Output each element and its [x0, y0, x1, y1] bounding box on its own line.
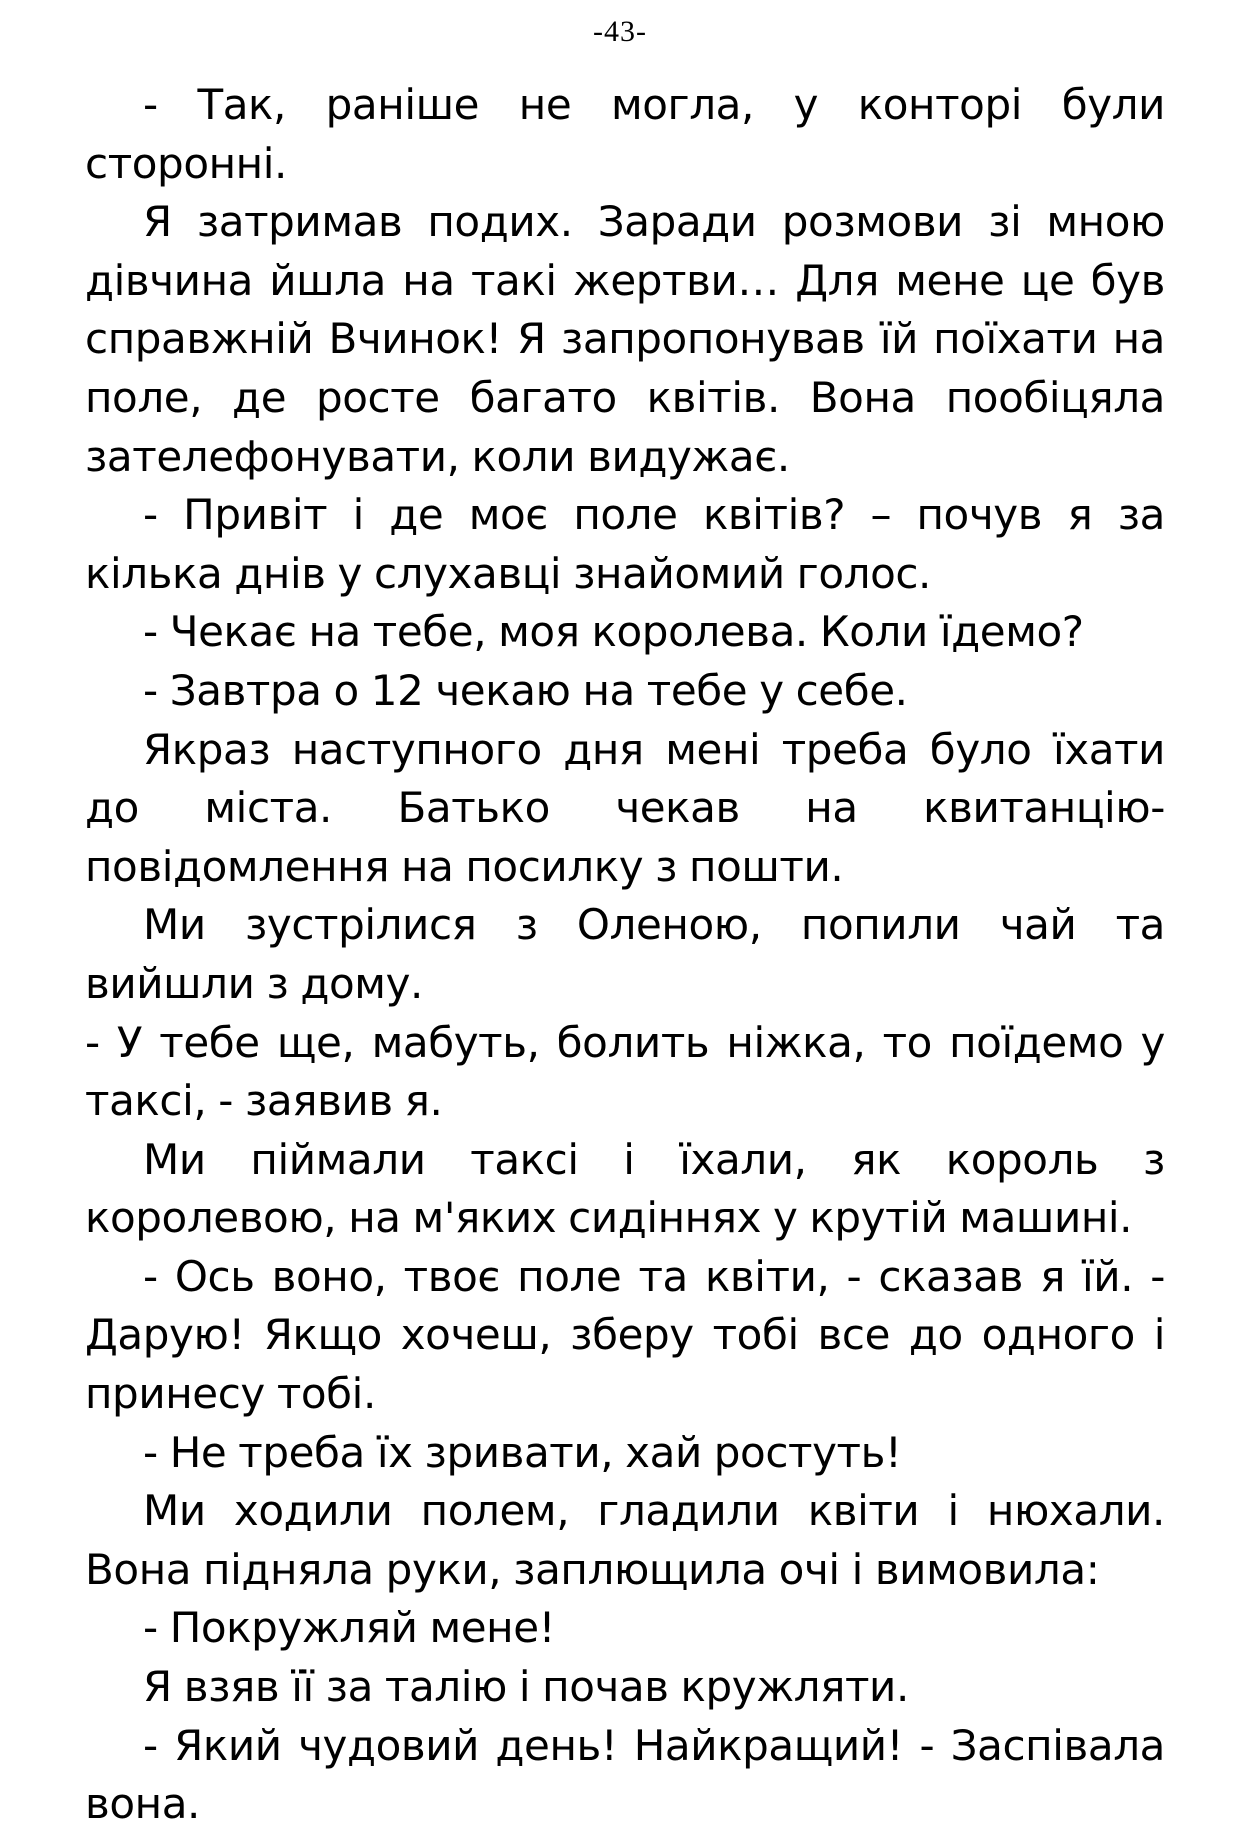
body-text [85, 76, 1165, 1834]
paragraph: - Завтра о 12 чекаю на тебе у себе. [143, 665, 908, 715]
paragraph: - Не треба їх зривати, хай ростуть! [143, 1427, 902, 1477]
paragraph: Я затримав подих. Заради розмови зі мною дівчина йшла на такі жертви… Для мене це був справжній Вчинок! Я запропонував їй поїхати на поле, де росте багато квітів. Вона пообіцяла зателефонувати, коли видужає. [85, 197, 1165, 481]
page-number: -43- [593, 15, 647, 48]
paragraph: Ми піймали таксі і їхали, як король з королевою, на м'яких сидіннях у крутій машині. [85, 1134, 1165, 1243]
paragraph: Ми ходили полем, гладили квіти і нюхали. Вона підняла руки, заплющила очі і вимовила: [85, 1486, 1165, 1594]
paragraph: - Покружляй мене! [143, 1603, 556, 1653]
paragraph: Я взяв її за талію і почав кружляти. [143, 1662, 909, 1712]
paragraph: Ми зустрілися з Оленою, попили чай та вийшли з дому. [85, 900, 1165, 1008]
paragraph: - Так, раніше не могла, у конторі були сторонні. [85, 80, 1165, 188]
paragraph: - Який чудовий день! Найкращий! - Заспівала вона. [85, 1720, 1165, 1829]
paragraph: - Чекає на тебе, моя королева. Коли їдемо? [143, 607, 1084, 657]
paragraph: - Привіт і де моє поле квітів? – почув я за кілька днів у слухавці знайомий голос. [85, 490, 1165, 598]
paragraph: - Ось воно, твоє поле та квіти, - сказав я їй. - Дарую! Якщо хочеш, зберу тобі все до одного і принесу тобі. [85, 1251, 1165, 1419]
paragraph: Якраз наступного дня мені треба було їхати до міста. Батько чекав на квитанцію-повідомлення на посилку з пошти. [85, 724, 1165, 891]
paragraph: - У тебе ще, мабуть, болить ніжка, то поїдемо у таксі, - заявив я. [85, 1017, 1165, 1126]
